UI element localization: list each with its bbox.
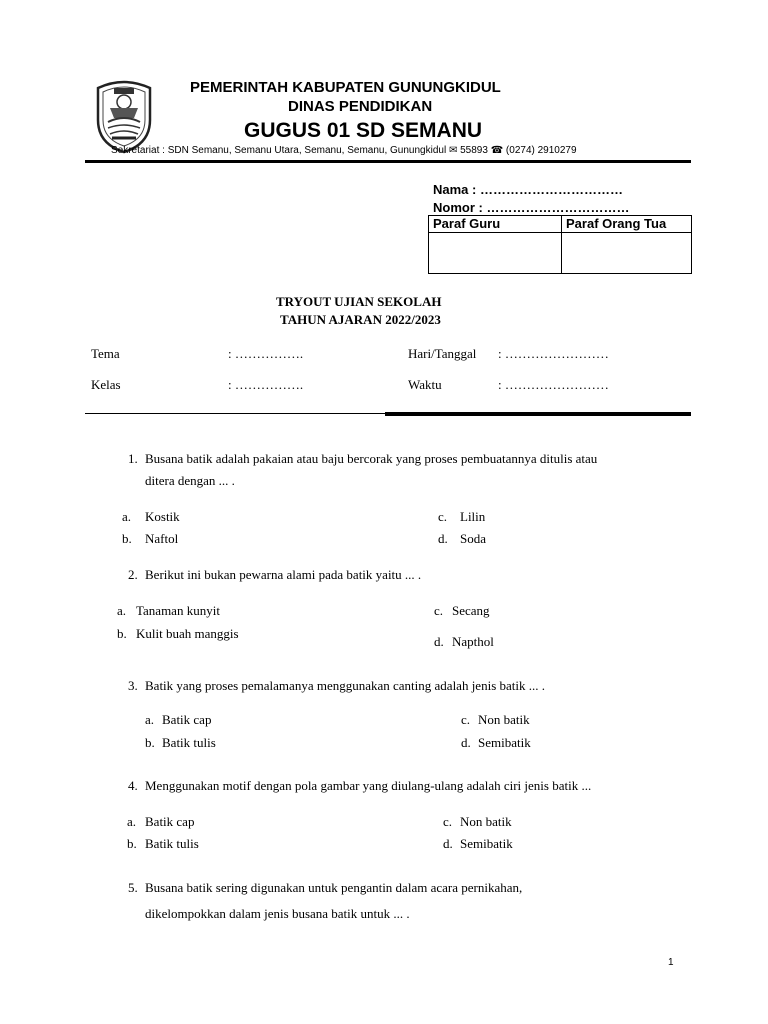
paraf-guru-label: Paraf Guru xyxy=(429,216,562,233)
option-c: Lilin xyxy=(460,509,486,524)
question-number: 5. xyxy=(128,880,138,895)
student-number-field: Nomor : …………………………… xyxy=(433,200,630,215)
option-a: Batik cap xyxy=(162,712,212,727)
exam-year: TAHUN AJARAN 2022/2023 xyxy=(280,312,441,327)
question-text: Menggunakan motif dengan pola gambar yang diulang-ulang adalah ciri jenis batik ... xyxy=(145,778,592,793)
question-number: 2. xyxy=(128,567,138,582)
waktu-value: : …………………… xyxy=(498,377,609,392)
page-number: 1 xyxy=(668,957,674,968)
question-text: Batik yang proses pemalamanya menggunakan canting adalah jenis batik ... . xyxy=(145,678,545,693)
waktu-label: Waktu xyxy=(408,377,442,392)
question-text: Busana batik sering digunakan untuk pengantin dalam acara pernikahan, xyxy=(145,880,523,895)
option-letter: c. xyxy=(434,603,444,618)
tema-value: : ……………. xyxy=(228,346,304,361)
option-letter: d. xyxy=(461,735,471,750)
option-d: Semibatik xyxy=(478,735,531,750)
option-d: Napthol xyxy=(452,634,494,649)
question-text-continued: dikelompokkan dalam jenis busana batik untuk ... . xyxy=(145,906,410,921)
exam-title: TRYOUT UJIAN SEKOLAH xyxy=(276,294,442,309)
question-number: 1. xyxy=(128,451,138,466)
question-number: 4. xyxy=(128,778,138,793)
option-a: Tanaman kunyit xyxy=(136,603,220,618)
option-a: Kostik xyxy=(145,509,180,524)
header-divider xyxy=(85,160,691,163)
hari-tanggal-value: : …………………… xyxy=(498,346,609,361)
meta-divider-thick xyxy=(385,412,691,416)
tema-label: Tema xyxy=(91,346,120,361)
option-letter: b. xyxy=(127,836,137,851)
option-c: Non batik xyxy=(460,814,512,829)
option-letter: c. xyxy=(443,814,453,829)
option-b: Batik tulis xyxy=(145,836,199,851)
question-text: Berikut ini bukan pewarna alami pada batik yaitu ... . xyxy=(145,567,422,582)
option-b: Kulit buah manggis xyxy=(136,626,239,641)
option-c: Secang xyxy=(452,603,490,618)
paraf-orang-tua-label: Paraf Orang Tua xyxy=(562,216,692,233)
paraf-guru-box xyxy=(429,233,562,274)
option-letter: c. xyxy=(438,509,448,524)
option-b: Naftol xyxy=(145,531,179,546)
option-letter: a. xyxy=(127,814,137,829)
kelas-value: : ……………. xyxy=(228,377,304,392)
student-name-field: Nama : …………………………… xyxy=(433,182,623,197)
meta-divider-thin xyxy=(85,413,385,414)
option-c: Non batik xyxy=(478,712,530,727)
option-letter: c. xyxy=(461,712,471,727)
signature-table xyxy=(428,215,692,274)
question-text: Busana batik adalah pakaian atau baju bercorak yang proses pembuatannya ditulis atau xyxy=(145,451,598,466)
gunungkidul-emblem-icon xyxy=(92,78,156,154)
header-department: DINAS PENDIDIKAN xyxy=(288,98,433,115)
question-text-continued: ditera dengan ... . xyxy=(145,473,235,488)
option-letter: b. xyxy=(145,735,155,750)
hari-tanggal-label: Hari/Tanggal xyxy=(408,346,477,361)
question-number: 3. xyxy=(128,678,138,693)
option-letter: d. xyxy=(443,836,453,851)
option-d: Soda xyxy=(460,531,486,546)
option-letter: b. xyxy=(122,531,132,546)
kelas-label: Kelas xyxy=(91,377,121,392)
paraf-orang-tua-box xyxy=(562,233,692,274)
option-b: Batik tulis xyxy=(162,735,216,750)
option-d: Semibatik xyxy=(460,836,513,851)
option-letter: a. xyxy=(145,712,155,727)
option-letter: b. xyxy=(117,626,127,641)
option-a: Batik cap xyxy=(145,814,195,829)
header-cluster: GUGUS 01 SD SEMANU xyxy=(244,119,483,142)
option-letter: d. xyxy=(438,531,448,546)
header-address: Sekretariat : SDN Semanu, Semanu Utara, Semanu, Semanu, Gunungkidul ✉ 55893 ☎ (0274) 2910279 xyxy=(111,145,577,156)
option-letter: a. xyxy=(122,509,132,524)
option-letter: a. xyxy=(117,603,127,618)
header-government: PEMERINTAH KABUPATEN GUNUNGKIDUL xyxy=(190,79,501,96)
option-letter: d. xyxy=(434,634,444,649)
